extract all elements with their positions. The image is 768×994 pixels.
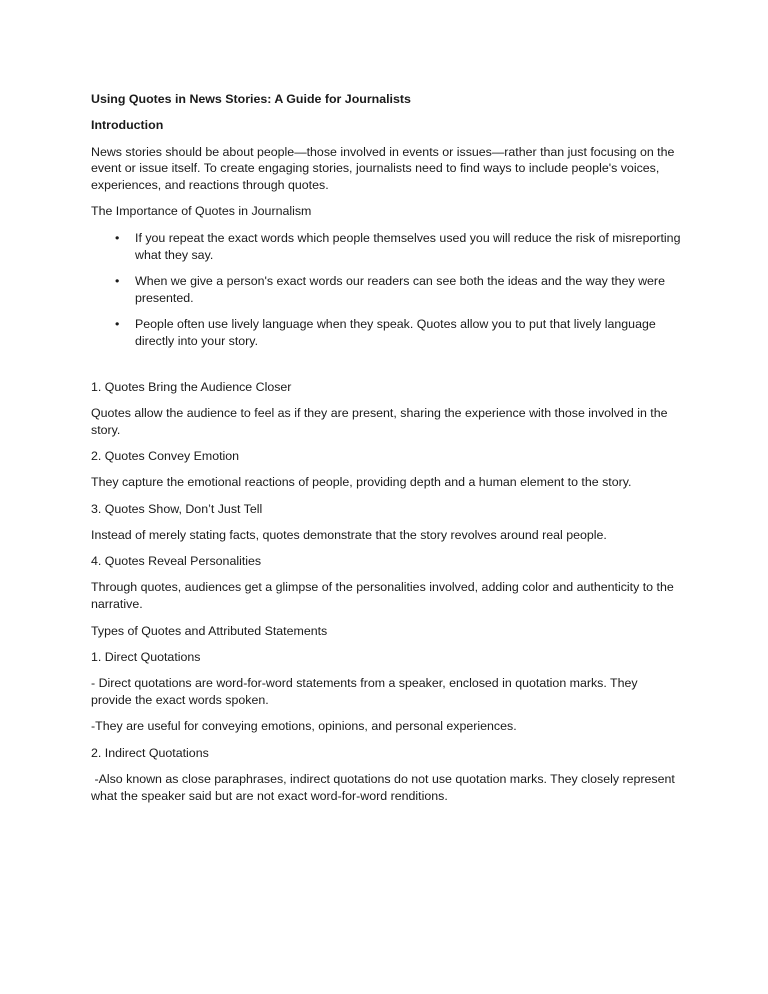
bullet-icon: •: [115, 230, 120, 245]
section-text: They capture the emotional reactions of people, providing depth and a human element to the story.: [91, 475, 632, 490]
section-text: Instead of merely stating facts, quotes demonstrate that the story revolves around real people.: [91, 527, 607, 542]
list-item-text: If you repeat the exact words which people themselves used you will reduce the risk of misreporting what they say.: [135, 230, 681, 262]
indirect-quotations-heading: 2. Indirect Quotations: [91, 745, 209, 760]
section-heading: 1. Quotes Bring the Audience Closer: [91, 379, 292, 394]
list-item-text: When we give a person's exact words our readers can see both the ideas and the way they were presented.: [135, 273, 665, 305]
list-item: [91, 273, 681, 307]
importance-bullet-list: [91, 230, 681, 350]
direct-quotations-point: - Direct quotations are word-for-word statements from a speaker, enclosed in quotation marks. They provide the exact words spoken.: [91, 676, 638, 707]
direct-quotations-heading: 1. Direct Quotations: [91, 649, 201, 664]
bullet-icon: •: [115, 316, 120, 331]
direct-quotations-point: -They are useful for conveying emotions, opinions, and personal experiences.: [91, 719, 517, 734]
document-page: [91, 91, 681, 814]
importance-heading: The Importance of Quotes in Journalism: [91, 204, 312, 219]
list-item: [91, 316, 681, 350]
list-item-text: People often use lively language when they speak. Quotes allow you to put that lively language directly into your story.: [135, 316, 656, 348]
bullet-icon: •: [115, 273, 120, 288]
types-heading: Types of Quotes and Attributed Statements: [91, 623, 328, 638]
document-title: Using Quotes in News Stories: A Guide for Journalists: [91, 92, 411, 106]
section-text: Quotes allow the audience to feel as if they are present, sharing the experience with those involved in the story.: [91, 405, 668, 437]
intro-paragraph: News stories should be about people—those involved in events or issues—rather than just focusing on the event or issue itself. To create engaging stories, journalists need to find ways to include people's voices, experiences, and reactions through quotes.: [91, 144, 675, 193]
section-heading: 2. Quotes Convey Emotion: [91, 448, 240, 463]
indirect-quotations-point: -Also known as close paraphrases, indirect quotations do not use quotation marks. They closely represent what the speaker said but are not exact word-for-word renditions.: [91, 771, 679, 803]
section-heading: 4. Quotes Reveal Personalities: [91, 554, 262, 569]
section-spacer: [91, 360, 681, 379]
intro-heading: Introduction: [91, 118, 164, 133]
section-text: Through quotes, audiences get a glimpse of the personalities involved, adding color and authenticity to the narrative.: [91, 580, 674, 612]
list-item: [91, 230, 681, 264]
section-heading: 3. Quotes Show, Don’t Just Tell: [91, 501, 263, 516]
